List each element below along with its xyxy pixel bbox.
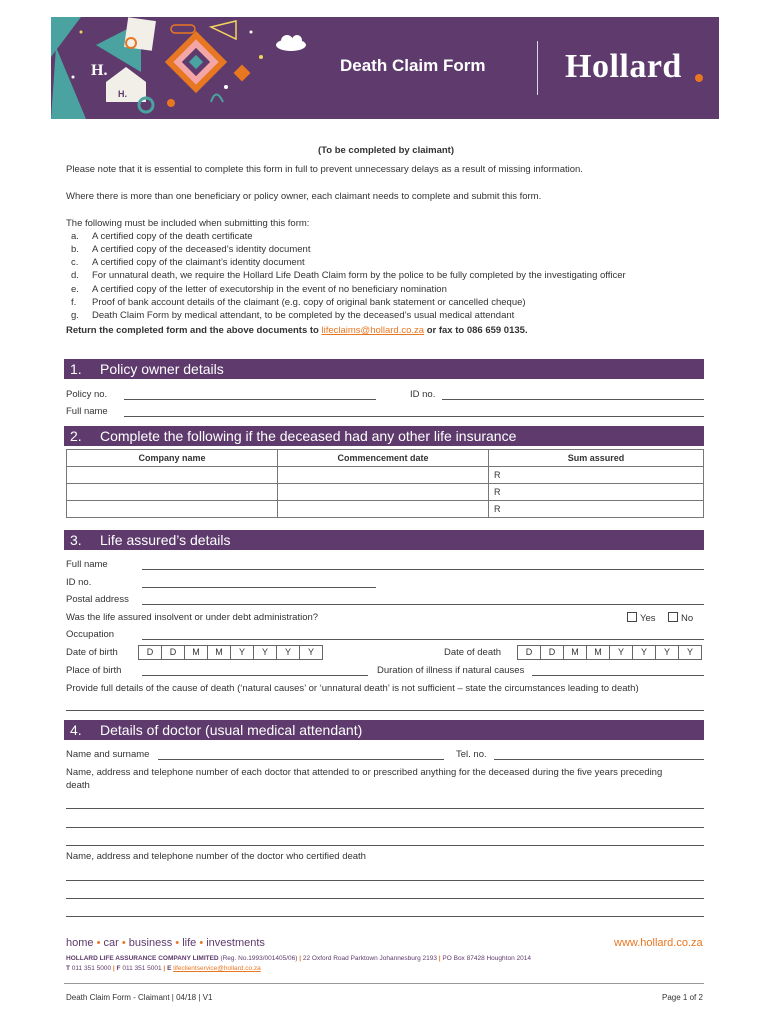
date-box: Y: [678, 645, 702, 660]
company-address: 22 Oxford Road Parktown Johannesburg 2193: [302, 955, 437, 962]
separator: |: [163, 965, 166, 972]
footer-divider: [64, 983, 704, 984]
doctor-tel-label: Tel. no.: [456, 749, 487, 760]
hollard-logo: Hollard: [565, 48, 682, 85]
tagline-word: home: [66, 937, 94, 949]
certifier-field-line[interactable]: [66, 880, 704, 881]
tel-label: T: [66, 965, 70, 972]
currency-label: R: [494, 504, 501, 514]
dob-date-boxes[interactable]: [139, 645, 323, 660]
doctors-prompt: Name, address and telephone number of each doctor that attended to or prescribed anything for the deceased during the five years preceding: [66, 767, 663, 778]
pob-label: Place of birth: [66, 665, 122, 676]
date-box: Y: [276, 645, 300, 660]
footer-tagline: [66, 937, 265, 949]
certifier-field-line[interactable]: [66, 898, 704, 899]
form-title: Death Claim Form: [340, 56, 486, 75]
company-cell[interactable]: [67, 467, 278, 484]
table-row: [67, 501, 704, 518]
separator: |: [438, 955, 441, 962]
table-row: [67, 467, 704, 484]
fax-number: 011 351 5001: [122, 965, 162, 972]
list-item: For unnatural death, we require the Hollard Life Death Claim form by the police to be fully completed by the investigating officer: [92, 270, 626, 281]
assured-id-field[interactable]: [142, 587, 376, 588]
section-title: Details of doctor (usual medical attendant): [100, 722, 363, 738]
section-1-header: [64, 359, 704, 379]
list-item: A certified copy of the claimant’s identity document: [92, 257, 305, 268]
company-reg: (Reg. No.1993/001405/06): [220, 955, 298, 962]
company-cell[interactable]: [67, 484, 278, 501]
separator: |: [112, 965, 115, 972]
doctor-tel-field[interactable]: [494, 759, 704, 760]
date-box: D: [517, 645, 541, 660]
section-number: 2.: [70, 428, 82, 444]
doctors-field-line[interactable]: [66, 827, 704, 828]
checkbox-icon: [668, 612, 678, 622]
tagline-word: investments: [206, 937, 265, 949]
date-box: D: [161, 645, 185, 660]
section-4-header: [64, 720, 704, 740]
dod-label: Date of death: [444, 647, 502, 658]
list-item: Death Claim Form by medical attendant, to be completed by the deceased’s usual medical attendant: [92, 310, 515, 321]
currency-label: R: [494, 487, 501, 497]
checkbox-icon: [627, 612, 637, 622]
date-box: Y: [299, 645, 323, 660]
doctor-name-field[interactable]: [158, 759, 444, 760]
insolvent-question: Was the life assured insolvent or under debt administration?: [66, 612, 319, 623]
section-title: Policy owner details: [100, 361, 224, 377]
date-box: Y: [230, 645, 254, 660]
claims-fax-number: 086 659 0135.: [466, 325, 528, 336]
insolvent-no-option[interactable]: [668, 612, 693, 624]
logo-dot: [695, 74, 703, 82]
date-box: D: [138, 645, 162, 660]
tagline-word: car: [103, 937, 119, 949]
doctor-name-label: Name and surname: [66, 749, 150, 760]
occupation-field[interactable]: [142, 639, 704, 640]
date-box: M: [184, 645, 208, 660]
certifier-field-line[interactable]: [66, 916, 704, 917]
return-instructions: [66, 325, 528, 336]
policy-no-field[interactable]: [124, 399, 376, 400]
commencement-cell[interactable]: [278, 501, 489, 518]
column-header-commencement: Commencement date: [278, 450, 489, 467]
date-box: M: [586, 645, 610, 660]
section-number: 4.: [70, 722, 82, 738]
table-row: [67, 484, 704, 501]
column-header-sum: Sum assured: [489, 450, 704, 467]
intro-note-2: Where there is more than one beneficiary or policy owner, each claimant needs to complete and submit this form.: [66, 191, 542, 202]
policy-no-label: Policy no.: [66, 389, 108, 400]
decorative-illustration: [51, 17, 311, 119]
doctors-field-line[interactable]: [66, 845, 704, 846]
occupation-label: Occupation: [66, 629, 115, 640]
svg-text:H.: H.: [91, 62, 108, 79]
list-item: A certified copy of the deceased’s identity document: [92, 244, 311, 255]
return-prefix: Return the completed form and the above documents to: [66, 325, 319, 336]
assured-full-name-label: Full name: [66, 559, 108, 570]
tagline-word: life: [182, 937, 197, 949]
list-item-letter: b.: [71, 244, 79, 255]
assured-id-label: ID no.: [66, 577, 92, 588]
postal-address-label: Postal address: [66, 594, 129, 605]
illness-duration-field[interactable]: [532, 675, 704, 676]
intro-note-1: Please note that it is essential to complete this form in full to prevent unnecessary delays as a result of missing information.: [66, 164, 583, 175]
list-item: Proof of bank account details of the claimant (e.g. copy of original bank statement or cancelled cheque): [92, 297, 526, 308]
list-item: A certified copy of the letter of executorship in the event of no beneficiary nomination: [92, 284, 447, 295]
date-box: Y: [632, 645, 656, 660]
doctors-prompt-cont: death: [66, 780, 90, 791]
section-title: Life assured’s details: [100, 532, 231, 548]
email-label: E: [167, 965, 172, 972]
company-details: [66, 955, 531, 962]
table-header-row: [67, 450, 704, 467]
commencement-cell[interactable]: [278, 467, 489, 484]
form-subtitle: (To be completed by claimant): [318, 145, 455, 156]
other-insurance-table: [66, 449, 704, 518]
date-box: M: [207, 645, 231, 660]
fax-label: F: [116, 965, 121, 972]
company-po-box: PO Box 87428 Houghton 2014: [442, 955, 531, 962]
bullet-icon: •: [175, 937, 180, 949]
company-name: HOLLARD LIFE ASSURANCE COMPANY LIMITED: [66, 955, 219, 962]
date-box: Y: [655, 645, 679, 660]
header-divider: [537, 41, 538, 95]
list-item-letter: g.: [71, 310, 79, 321]
claims-email-link[interactable]: lifeclaims@hollard.co.za: [321, 325, 425, 336]
bullet-icon: •: [199, 937, 204, 949]
company-cell[interactable]: [67, 501, 278, 518]
return-fax-prefix: or fax to: [426, 325, 465, 336]
svg-text:H.: H.: [118, 89, 127, 99]
owner-full-name-field[interactable]: [124, 416, 704, 417]
list-item: A certified copy of the death certificate: [92, 231, 253, 242]
owner-id-field[interactable]: [442, 399, 704, 400]
assured-full-name-field[interactable]: [142, 569, 704, 570]
commencement-cell[interactable]: [278, 484, 489, 501]
dod-date-boxes[interactable]: [518, 645, 702, 660]
list-item-letter: c.: [71, 257, 79, 268]
tel-number: 011 351 5000: [71, 965, 112, 972]
list-item-letter: f.: [71, 297, 77, 308]
certifier-prompt: Name, address and telephone number of the doctor who certified death: [66, 851, 366, 862]
section-number: 1.: [70, 361, 82, 377]
yes-label: Yes: [640, 613, 656, 624]
dob-label: Date of birth: [66, 647, 118, 658]
section-3-header: [64, 530, 704, 550]
cause-of-death-prompt: Provide full details of the cause of death (‘natural causes’ or ‘unnatural death’ is not sufficient – state the circumstances leading to death): [66, 683, 639, 694]
website-link[interactable]: www.hollard.co.za: [614, 937, 703, 949]
postal-address-field[interactable]: [142, 604, 704, 605]
sum-cell[interactable]: [489, 501, 704, 518]
cause-of-death-field[interactable]: [66, 710, 704, 711]
contact-details: [66, 965, 261, 972]
owner-id-label: ID no.: [410, 389, 436, 400]
list-item-letter: a.: [71, 231, 79, 242]
currency-label: R: [494, 470, 501, 480]
service-email-link[interactable]: lifeclientservice@hollard.co.za: [173, 965, 261, 972]
date-box: Y: [609, 645, 633, 660]
illness-duration-label: Duration of illness if natural causes: [377, 665, 525, 676]
owner-full-name-label: Full name: [66, 406, 108, 417]
separator: |: [299, 955, 302, 962]
section-title: Complete the following if the deceased had any other life insurance: [100, 428, 517, 444]
date-box: D: [540, 645, 564, 660]
bullet-icon: •: [121, 937, 126, 949]
doctors-field-line[interactable]: [66, 808, 704, 809]
sum-cell[interactable]: [489, 467, 704, 484]
list-item-letter: e.: [71, 284, 79, 295]
sum-cell[interactable]: [489, 484, 704, 501]
form-reference: Death Claim Form - Claimant | 04/18 | V1: [66, 993, 213, 1002]
bullet-icon: •: [96, 937, 101, 949]
pob-field[interactable]: [142, 675, 368, 676]
column-header-company: Company name: [67, 450, 278, 467]
section-number: 3.: [70, 532, 82, 548]
tagline-word: business: [128, 937, 173, 949]
requirements-heading: The following must be included when submitting this form:: [66, 218, 310, 229]
insolvent-yes-option[interactable]: [627, 612, 656, 624]
date-box: Y: [253, 645, 277, 660]
section-2-header: [64, 426, 704, 446]
page-number: Page 1 of 2: [662, 993, 703, 1002]
list-item-letter: d.: [71, 270, 79, 281]
date-box: M: [563, 645, 587, 660]
no-label: No: [681, 613, 694, 624]
